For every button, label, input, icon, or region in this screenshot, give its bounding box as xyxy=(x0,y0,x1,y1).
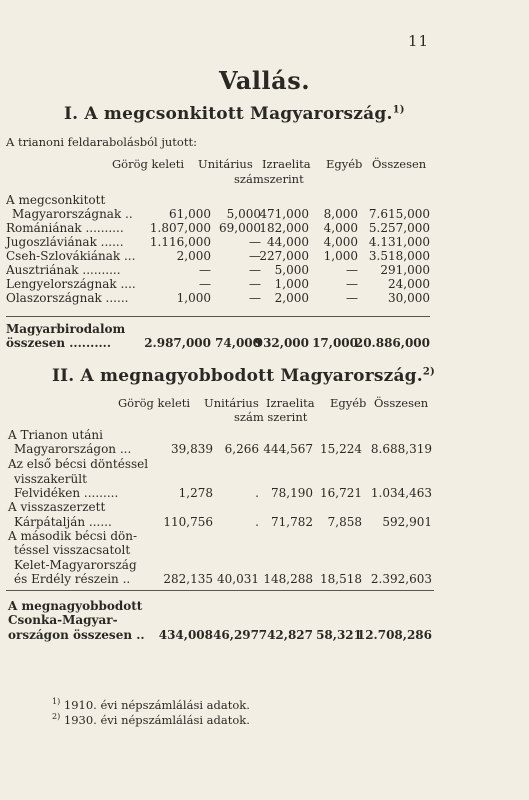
s2-col-gorog: Görög keleti xyxy=(118,396,191,410)
page-number: 11 xyxy=(408,32,430,50)
s1-divider xyxy=(6,316,430,317)
cell-value: — xyxy=(199,277,211,291)
total-label: Magyarbirodalom xyxy=(6,322,126,336)
section2-heading xyxy=(52,366,435,386)
section1-footnote-mark: 1) xyxy=(392,104,405,116)
row-label: Olaszországnak ...... xyxy=(6,291,129,305)
cell-value: 1,000 xyxy=(176,291,211,305)
row-label: A megcsonkitott xyxy=(6,193,106,207)
cell-value: 5.257,000 xyxy=(368,221,430,235)
cell-value: 8,000 xyxy=(323,207,358,221)
row-label: Lengyelországnak .... xyxy=(6,277,136,291)
total-value: 932,000 xyxy=(254,336,309,350)
cell-value: 18,518 xyxy=(320,572,362,586)
section1-intro: A trianoni feldarabolásból jutott: xyxy=(6,135,197,149)
cell-value: 24,000 xyxy=(388,277,430,291)
cell-value: 2.392,603 xyxy=(370,572,432,586)
cell-value: 282,135 xyxy=(163,572,213,586)
cell-value: 1.034,463 xyxy=(370,486,432,500)
cell-value: 227,000 xyxy=(259,249,309,263)
footnote-1-mark: 1) xyxy=(52,697,61,706)
footnote-2 xyxy=(52,712,250,727)
cell-value: — xyxy=(249,277,261,291)
cell-value: 78,190 xyxy=(271,486,313,500)
row-label: Felvidéken ......... xyxy=(14,486,119,500)
cell-value: 39,839 xyxy=(171,442,213,456)
row-label: Ausztriának .......... xyxy=(6,263,121,277)
row-label: Kelet-Magyarország xyxy=(14,558,137,572)
s1-col-egyeb: Egyéb xyxy=(326,157,363,171)
cell-value: 15,224 xyxy=(320,442,362,456)
cell-value: 592,901 xyxy=(382,515,432,529)
s2-subheader: szám szerint xyxy=(234,410,308,424)
cell-value: 444,567 xyxy=(263,442,313,456)
cell-value: 4,000 xyxy=(323,221,358,235)
cell-value: 61,000 xyxy=(169,207,211,221)
row-label: Magyarországon ... xyxy=(14,442,132,456)
cell-value: 5,000 xyxy=(226,207,261,221)
cell-value: 30,000 xyxy=(388,291,430,305)
cell-value: 291,000 xyxy=(380,263,430,277)
cell-value: 1,278 xyxy=(178,486,213,500)
cell-value: 1.807,000 xyxy=(149,221,211,235)
s1-subheader: számszerint xyxy=(234,172,304,186)
cell-value: 2,000 xyxy=(274,291,309,305)
section1-heading xyxy=(64,104,405,124)
cell-value: 1,000 xyxy=(323,249,358,263)
cell-value: . xyxy=(255,515,259,529)
cell-value: 7,858 xyxy=(327,515,362,529)
s1-col-osszesen: Összesen xyxy=(372,157,427,171)
s2-col-osszesen: Összesen xyxy=(374,396,429,410)
cell-value: 7.615,000 xyxy=(368,207,430,221)
s1-col-gorog: Görög keleti xyxy=(112,157,185,171)
page-title: Vallás. xyxy=(218,66,311,95)
cell-value: 71,782 xyxy=(271,515,313,529)
row-label: visszakerült xyxy=(14,472,87,486)
cell-value: 1,000 xyxy=(274,277,309,291)
section2-footnote-mark: 2) xyxy=(422,366,435,378)
total-label: A megnagyobbodott xyxy=(8,599,143,613)
total-label: összesen .......... xyxy=(6,336,112,350)
s2-col-unitarius: Unitárius xyxy=(204,396,259,410)
row-label: Magyarországnak .. xyxy=(12,207,133,221)
cell-value: 3.518,000 xyxy=(368,249,430,263)
s2-col-egyeb: Egyéb xyxy=(330,396,367,410)
cell-value: — xyxy=(346,277,358,291)
total-value: 74,000 xyxy=(215,336,261,350)
cell-value: 110,756 xyxy=(163,515,213,529)
row-label: A visszaszerzett xyxy=(8,500,106,514)
s2-divider xyxy=(6,590,434,591)
s1-col-izraelita: Izraelita xyxy=(262,157,311,171)
cell-value: 69,000 xyxy=(219,221,261,235)
row-label: Cseh-Szlovákiának ... xyxy=(6,249,136,263)
cell-value: 471,000 xyxy=(259,207,309,221)
cell-value: — xyxy=(346,291,358,305)
total-value: 58,321 xyxy=(316,628,362,642)
row-label: Kárpátalján ...... xyxy=(14,515,112,529)
footnote-1-text: 1910. évi népszámlálási adatok. xyxy=(63,697,250,712)
total-value: 17,000 xyxy=(312,336,358,350)
cell-value: — xyxy=(249,263,261,277)
section2-heading-text: II. A megnagyobbodott Magyarország. xyxy=(52,366,423,386)
cell-value: 16,721 xyxy=(320,486,362,500)
cell-value: 2,000 xyxy=(176,249,211,263)
footnote-2-mark: 2) xyxy=(52,712,61,721)
cell-value: 40,031 xyxy=(217,572,259,586)
cell-value: 4,000 xyxy=(323,235,358,249)
row-label: Az első bécsi döntéssel xyxy=(8,457,149,471)
cell-value: . xyxy=(255,486,259,500)
row-label: A második bécsi dön- xyxy=(8,529,138,543)
total-label: országon összesen .. xyxy=(8,628,145,642)
total-value: 46,297 xyxy=(213,628,259,642)
cell-value: 4.131,000 xyxy=(368,235,430,249)
total-value: 434,008 xyxy=(158,628,213,642)
row-label: és Erdély részein .. xyxy=(14,572,131,586)
cell-value: 6,266 xyxy=(224,442,259,456)
cell-value: — xyxy=(199,263,211,277)
cell-value: — xyxy=(249,249,261,263)
total-label: Csonka-Magyar- xyxy=(8,613,118,627)
row-label: téssel visszacsatolt xyxy=(14,543,131,557)
s2-col-izraelita: Izraelita xyxy=(266,396,315,410)
total-value: 20.886,000 xyxy=(354,336,430,350)
total-value: 2.987,000 xyxy=(144,336,211,350)
cell-value: 1.116,000 xyxy=(149,235,211,249)
footnote-1 xyxy=(52,697,250,712)
cell-value: 5,000 xyxy=(274,263,309,277)
s1-col-unitarius: Unitárius xyxy=(198,157,253,171)
total-value: 742,827 xyxy=(258,628,313,642)
total-value: 12.708,286 xyxy=(356,628,432,642)
cell-value: 44,000 xyxy=(267,235,309,249)
section1-heading-text: I. A megcsonkitott Magyarország. xyxy=(64,104,393,124)
cell-value: — xyxy=(249,291,261,305)
cell-value: — xyxy=(346,263,358,277)
footnote-2-text: 1930. évi népszámlálási adatok. xyxy=(63,712,250,727)
row-label: Romániának .......... xyxy=(6,221,124,235)
cell-value: — xyxy=(249,235,261,249)
cell-value: 8.688,319 xyxy=(370,442,432,456)
row-label: A Trianon utáni xyxy=(8,428,103,442)
cell-value: 148,288 xyxy=(263,572,313,586)
row-label: Jugoszláviának ...... xyxy=(6,235,124,249)
cell-value: 182,000 xyxy=(259,221,309,235)
